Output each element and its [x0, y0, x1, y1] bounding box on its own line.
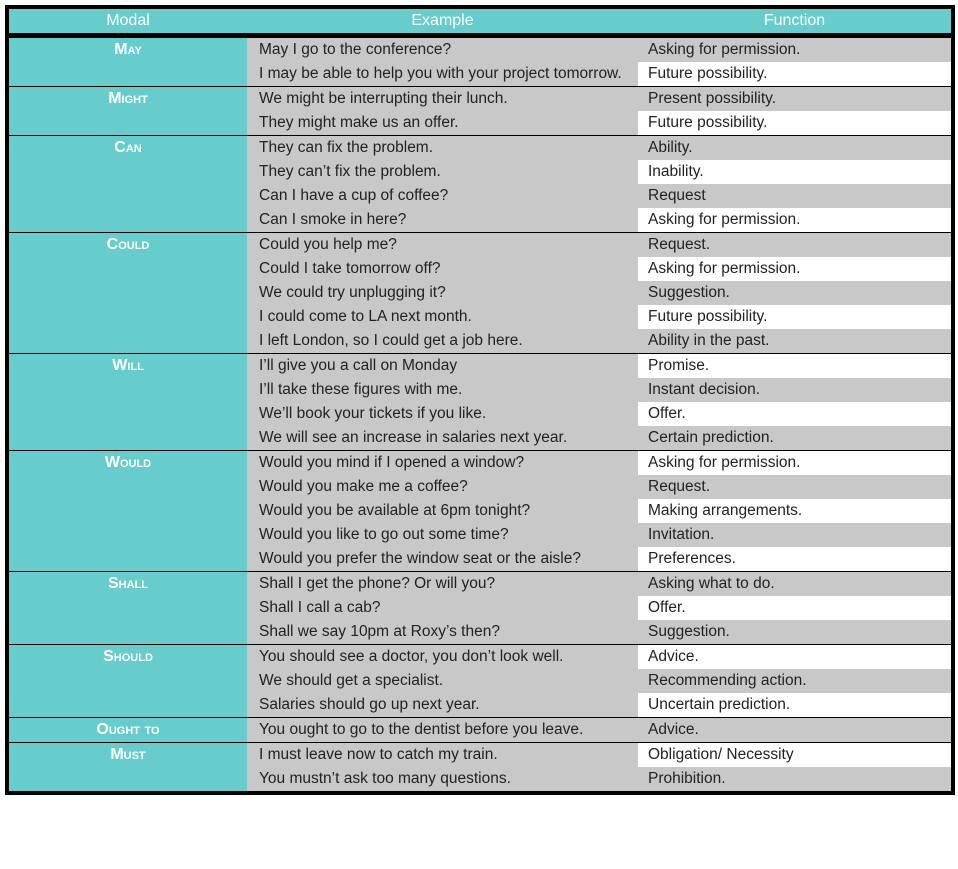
- table-row: [9, 743, 951, 768]
- function-cell: Preferences.: [638, 547, 951, 572]
- function-cell: Advice.: [638, 645, 951, 670]
- function-cell: Advice.: [638, 718, 951, 743]
- example-cell: You mustn’t ask too many questions.: [247, 767, 638, 791]
- example-cell: I left London, so I could get a job here.: [247, 329, 638, 354]
- modal-cell: Would: [9, 451, 247, 572]
- modal-cell: May: [9, 36, 247, 87]
- example-cell: You ought to go to the dentist before you leave.: [247, 718, 638, 743]
- function-cell: Invitation.: [638, 523, 951, 547]
- function-cell: Future possibility.: [638, 62, 951, 87]
- example-cell: Shall we say 10pm at Roxy’s then?: [247, 620, 638, 645]
- example-cell: We should get a specialist.: [247, 669, 638, 693]
- table-body: [9, 36, 951, 792]
- modal-cell: Might: [9, 87, 247, 136]
- modal-cell: Could: [9, 233, 247, 354]
- table-row: [9, 87, 951, 112]
- example-cell: We’ll book your tickets if you like.: [247, 402, 638, 426]
- example-cell: They can fix the problem.: [247, 136, 638, 161]
- function-cell: Promise.: [638, 354, 951, 379]
- example-cell: Shall I get the phone? Or will you?: [247, 572, 638, 597]
- table-row: [9, 233, 951, 258]
- modal-cell: Ought to: [9, 718, 247, 743]
- function-cell: Making arrangements.: [638, 499, 951, 523]
- example-cell: I’ll take these figures with me.: [247, 378, 638, 402]
- header-modal: Modal: [9, 9, 247, 36]
- function-cell: Recommending action.: [638, 669, 951, 693]
- example-cell: Shall I call a cab?: [247, 596, 638, 620]
- example-cell: Would you prefer the window seat or the aisle?: [247, 547, 638, 572]
- function-cell: Obligation/ Necessity: [638, 743, 951, 768]
- function-cell: Certain prediction.: [638, 426, 951, 451]
- modal-cell: Will: [9, 354, 247, 451]
- example-cell: We might be interrupting their lunch.: [247, 87, 638, 112]
- example-cell: We could try unplugging it?: [247, 281, 638, 305]
- function-cell: Future possibility.: [638, 111, 951, 136]
- function-cell: Offer.: [638, 402, 951, 426]
- example-cell: I must leave now to catch my train.: [247, 743, 638, 768]
- function-cell: Uncertain prediction.: [638, 693, 951, 718]
- example-cell: Would you like to go out some time?: [247, 523, 638, 547]
- example-cell: Could I take tomorrow off?: [247, 257, 638, 281]
- modal-cell: Must: [9, 743, 247, 792]
- example-cell: We will see an increase in salaries next year.: [247, 426, 638, 451]
- table-row: [9, 136, 951, 161]
- function-cell: Ability.: [638, 136, 951, 161]
- example-cell: Would you mind if I opened a window?: [247, 451, 638, 476]
- table-row: [9, 354, 951, 379]
- example-cell: May I go to the conference?: [247, 36, 638, 63]
- example-cell: They can’t fix the problem.: [247, 160, 638, 184]
- function-cell: Instant decision.: [638, 378, 951, 402]
- example-cell: They might make us an offer.: [247, 111, 638, 136]
- function-cell: Prohibition.: [638, 767, 951, 791]
- table-row: [9, 451, 951, 476]
- table-row: [9, 36, 951, 63]
- modal-verbs-table-frame: [5, 5, 955, 795]
- header-function: Function: [638, 9, 951, 36]
- function-cell: Asking what to do.: [638, 572, 951, 597]
- function-cell: Request.: [638, 475, 951, 499]
- function-cell: Future possibility.: [638, 305, 951, 329]
- example-cell: I’ll give you a call on Monday: [247, 354, 638, 379]
- function-cell: Inability.: [638, 160, 951, 184]
- example-cell: Can I smoke in here?: [247, 208, 638, 233]
- example-cell: Can I have a cup of coffee?: [247, 184, 638, 208]
- modal-cell: Shall: [9, 572, 247, 645]
- function-cell: Request: [638, 184, 951, 208]
- table-row: [9, 572, 951, 597]
- header-row: [9, 9, 951, 36]
- function-cell: Ability in the past.: [638, 329, 951, 354]
- function-cell: Suggestion.: [638, 281, 951, 305]
- function-cell: Suggestion.: [638, 620, 951, 645]
- example-cell: Would you be available at 6pm tonight?: [247, 499, 638, 523]
- example-cell: Salaries should go up next year.: [247, 693, 638, 718]
- example-cell: Could you help me?: [247, 233, 638, 258]
- example-cell: I could come to LA next month.: [247, 305, 638, 329]
- modal-cell: Should: [9, 645, 247, 718]
- function-cell: Asking for permission.: [638, 451, 951, 476]
- header-example: Example: [247, 9, 638, 36]
- modal-cell: Can: [9, 136, 247, 233]
- function-cell: Asking for permission.: [638, 208, 951, 233]
- function-cell: Present possibility.: [638, 87, 951, 112]
- table-row: [9, 645, 951, 670]
- function-cell: Offer.: [638, 596, 951, 620]
- modal-verbs-table: [9, 9, 951, 791]
- example-cell: Would you make me a coffee?: [247, 475, 638, 499]
- example-cell: You should see a doctor, you don’t look well.: [247, 645, 638, 670]
- example-cell: I may be able to help you with your project tomorrow.: [247, 62, 638, 87]
- function-cell: Request.: [638, 233, 951, 258]
- table-row: [9, 718, 951, 743]
- function-cell: Asking for permission.: [638, 257, 951, 281]
- function-cell: Asking for permission.: [638, 36, 951, 63]
